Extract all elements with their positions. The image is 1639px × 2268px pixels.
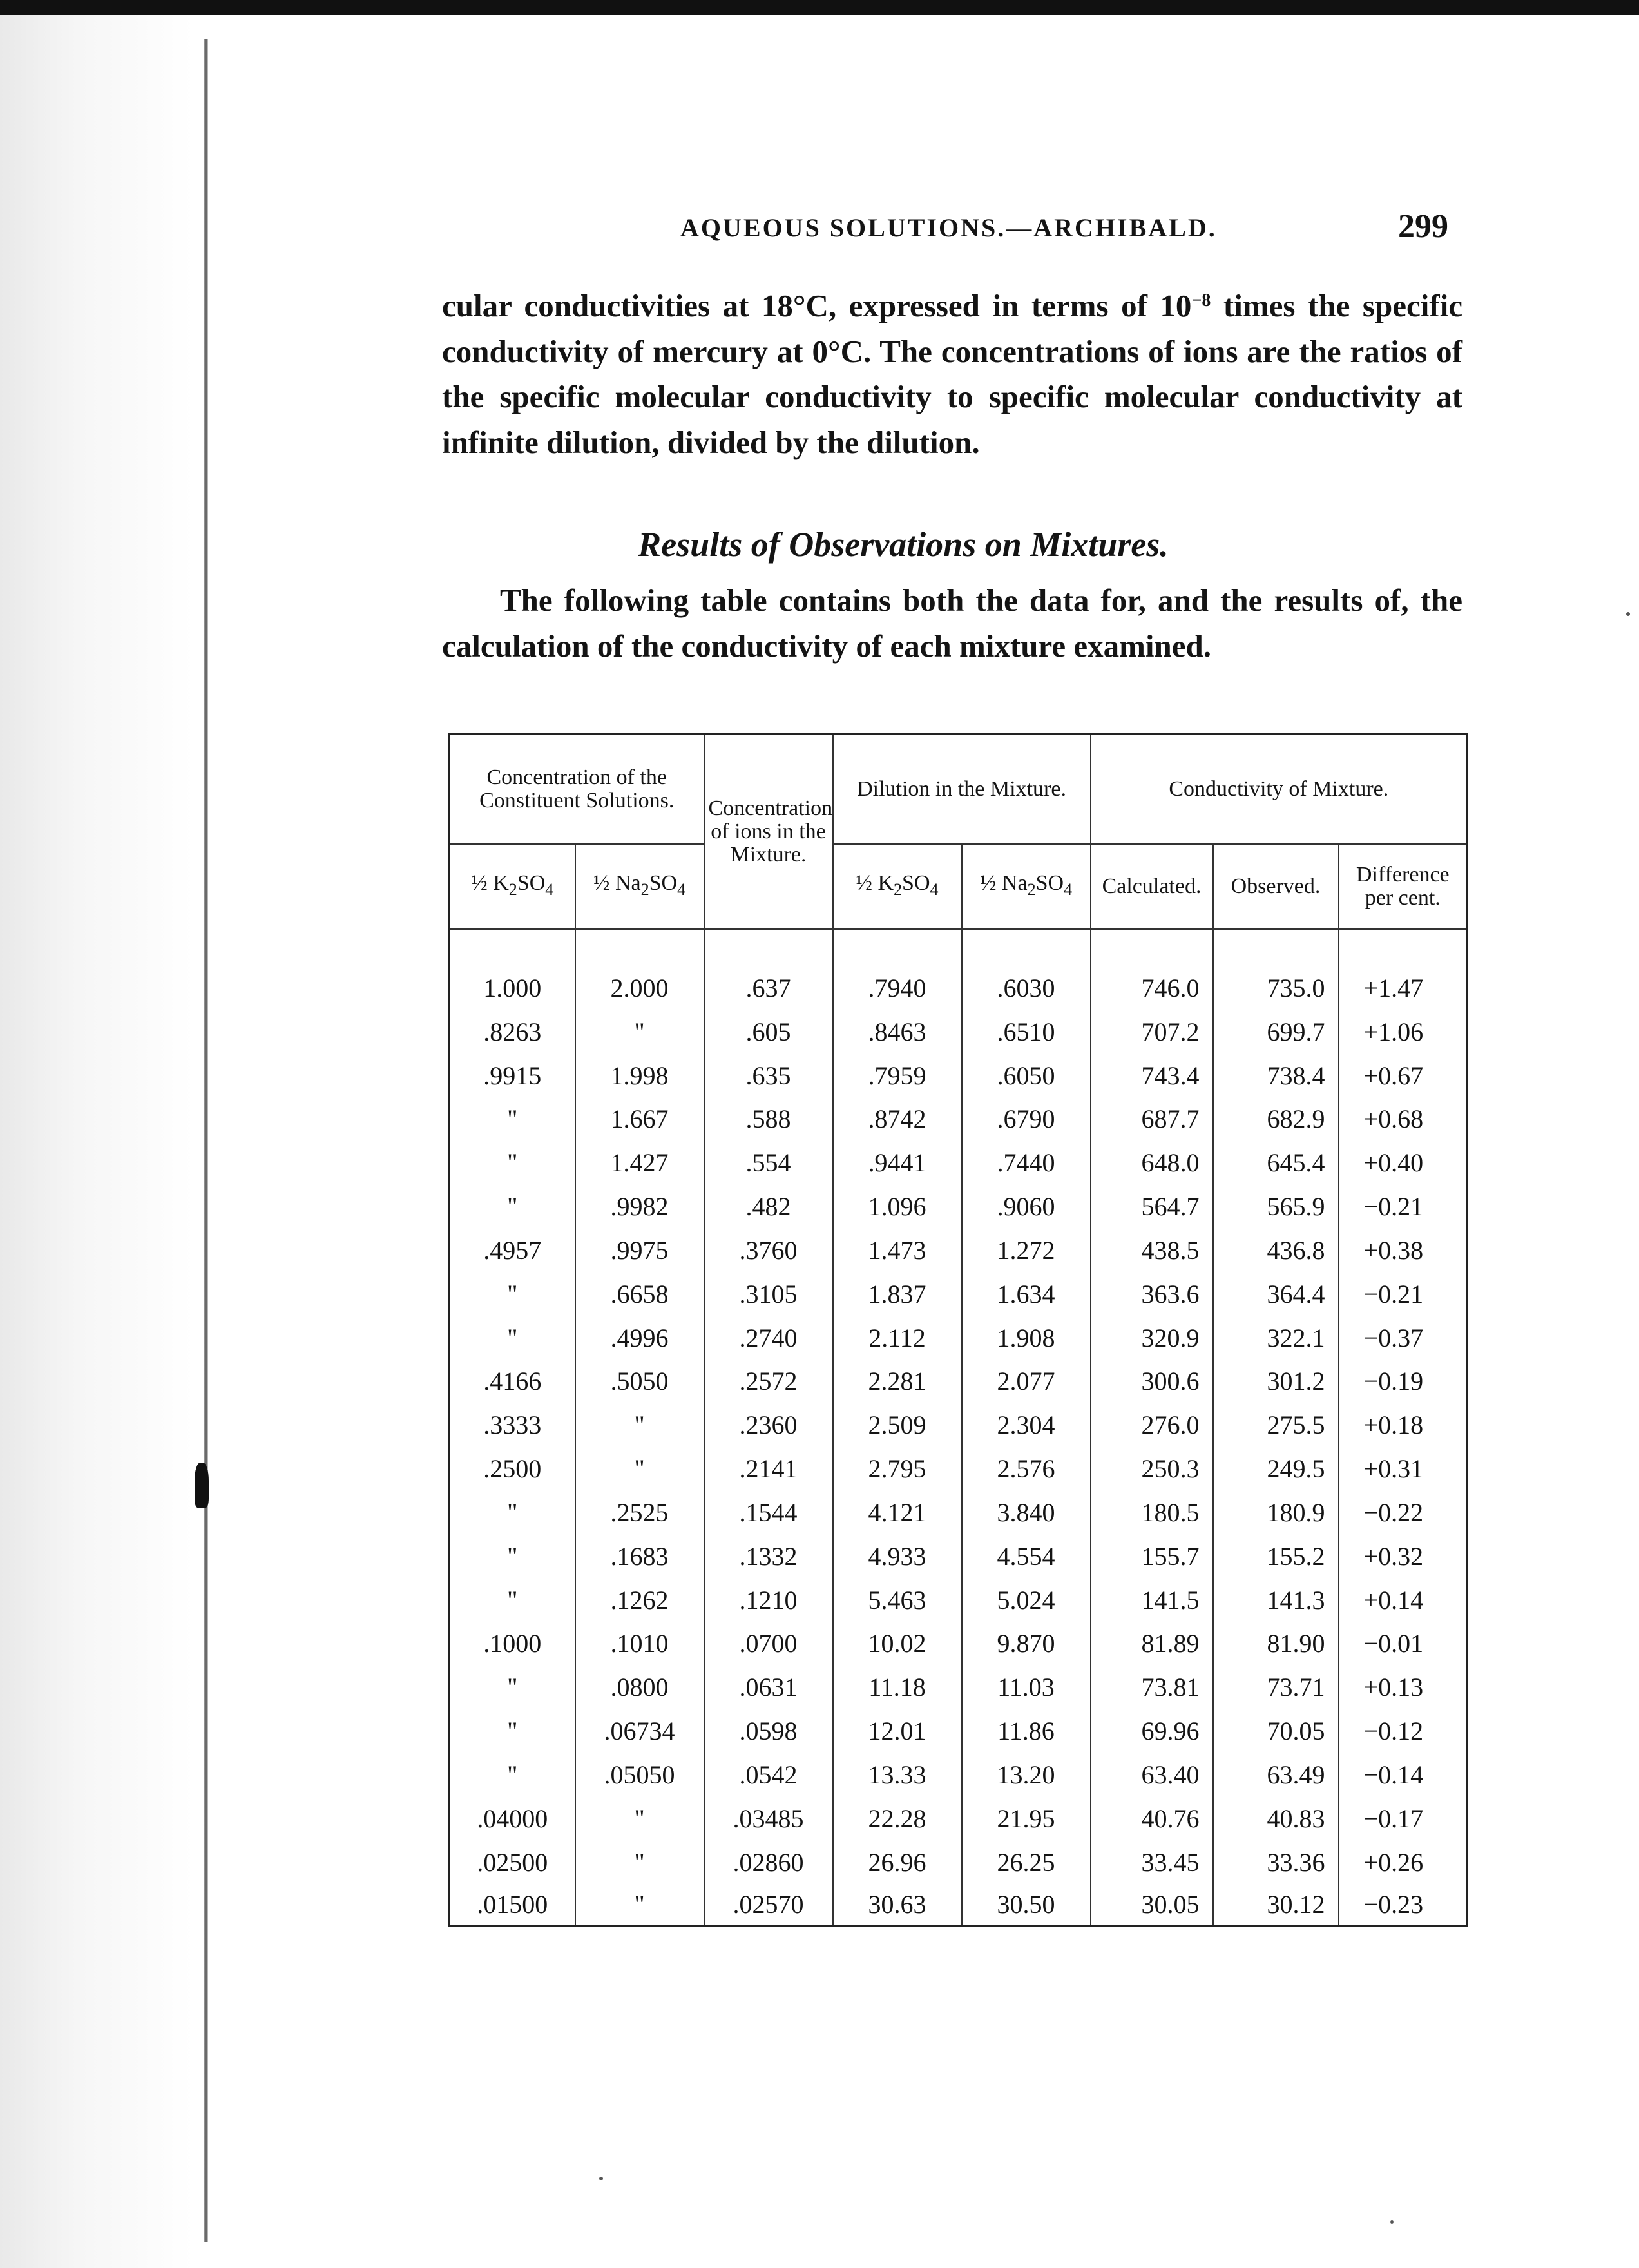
cell-k2so4-dil: 12.01 <box>833 1709 962 1753</box>
page-gutter <box>0 15 193 2268</box>
cell-ions-conc: .3760 <box>704 1228 833 1272</box>
cell-na2so4-dil: 1.272 <box>962 1228 1091 1272</box>
table-row <box>450 1753 1468 1797</box>
table-row <box>450 1796 1468 1840</box>
cell-k2so4-dil: 10.02 <box>833 1622 962 1666</box>
cell-na2so4-dil: 30.50 <box>962 1884 1091 1925</box>
cell-observed: 70.05 <box>1213 1709 1339 1753</box>
cell-k2so4-dil: 4.933 <box>833 1534 962 1578</box>
table-row <box>450 1141 1468 1185</box>
cell-observed: 63.49 <box>1213 1753 1339 1797</box>
cell-na2so4-conc: " <box>575 1447 704 1491</box>
table-row <box>450 1010 1468 1053</box>
cell-observed: 364.4 <box>1213 1272 1339 1316</box>
cell-na2so4-conc: " <box>575 1796 704 1840</box>
cell-k2so4-conc: 1.000 <box>450 966 575 1010</box>
cell-calculated: 320.9 <box>1091 1316 1213 1360</box>
cell-calculated: 40.76 <box>1091 1796 1213 1840</box>
cell-calculated: 69.96 <box>1091 1709 1213 1753</box>
header-dilution: Dilution in the Mixture. <box>833 735 1091 845</box>
cell-observed: 301.2 <box>1213 1360 1339 1403</box>
cell-difference: +0.68 <box>1363 1104 1424 1134</box>
table-spacer-row <box>450 929 1468 966</box>
cell-calculated: 250.3 <box>1091 1447 1213 1491</box>
cell-observed: 81.90 <box>1213 1622 1339 1666</box>
cell-calculated: 276.0 <box>1091 1403 1213 1447</box>
cell-observed: 699.7 <box>1213 1010 1339 1053</box>
cell-observed: 275.5 <box>1213 1403 1339 1447</box>
table-row <box>450 966 1468 1010</box>
cell-na2so4-dil: 2.077 <box>962 1360 1091 1403</box>
table-row <box>450 1534 1468 1578</box>
table-row <box>450 1447 1468 1491</box>
scan-speck <box>1390 2220 1394 2224</box>
cell-ions-conc: .2360 <box>704 1403 833 1447</box>
cell-difference: −0.37 <box>1363 1323 1424 1352</box>
cell-difference: −0.01 <box>1363 1629 1424 1658</box>
cell-k2so4-dil: 2.795 <box>833 1447 962 1491</box>
cell-k2so4-conc: .2500 <box>450 1447 575 1491</box>
cell-k2so4-dil: 30.63 <box>833 1884 962 1925</box>
cell-k2so4-dil: .8742 <box>833 1097 962 1141</box>
cell-k2so4-dil: 11.18 <box>833 1666 962 1709</box>
cell-difference: +0.26 <box>1363 1847 1424 1877</box>
cell-difference: −0.22 <box>1363 1497 1424 1527</box>
cell-ions-conc: .482 <box>704 1185 833 1229</box>
cell-na2so4-dil: 11.03 <box>962 1666 1091 1709</box>
body-paragraph-part1: cular conductivities at 18°C, expressed in terms of 10 <box>442 288 1192 323</box>
cell-k2so4-conc: " <box>450 1272 575 1316</box>
cell-na2so4-conc: .06734 <box>575 1709 704 1753</box>
cell-observed: 682.9 <box>1213 1097 1339 1141</box>
cell-calculated: 648.0 <box>1091 1141 1213 1185</box>
page-number: 299 <box>1398 208 1448 245</box>
cell-na2so4-dil: .6030 <box>962 966 1091 1010</box>
cell-difference: +1.06 <box>1363 1017 1424 1046</box>
cell-ions-conc: .0542 <box>704 1753 833 1797</box>
cell-k2so4-conc: " <box>450 1753 575 1797</box>
cell-observed: 735.0 <box>1213 966 1339 1010</box>
cell-difference: +0.40 <box>1363 1148 1424 1178</box>
cell-observed: 436.8 <box>1213 1228 1339 1272</box>
cell-difference: −0.17 <box>1363 1803 1424 1833</box>
cell-k2so4-dil: 22.28 <box>833 1796 962 1840</box>
cell-na2so4-conc: .1262 <box>575 1578 704 1622</box>
header-constituent-concentration: Concentration of the Constituent Solutions. <box>450 735 704 845</box>
header-k2so4-concentration: ½ $K_2SO_4$ <box>450 844 575 929</box>
cell-observed: 155.2 <box>1213 1534 1339 1578</box>
cell-ions-conc: .588 <box>704 1097 833 1141</box>
cell-k2so4-dil: .7959 <box>833 1053 962 1097</box>
header-difference: Difference per cent. <box>1339 844 1468 929</box>
cell-calculated: 300.6 <box>1091 1360 1213 1403</box>
cell-calculated: 564.7 <box>1091 1185 1213 1229</box>
cell-na2so4-dil: .6510 <box>962 1010 1091 1053</box>
cell-calculated: 743.4 <box>1091 1053 1213 1097</box>
cell-na2so4-dil: 2.576 <box>962 1447 1091 1491</box>
cell-observed: 738.4 <box>1213 1053 1339 1097</box>
cell-ions-conc: .2740 <box>704 1316 833 1360</box>
table-row <box>450 1403 1468 1447</box>
cell-na2so4-conc: .4996 <box>575 1316 704 1360</box>
cell-calculated: 81.89 <box>1091 1622 1213 1666</box>
cell-ions-conc: .1210 <box>704 1578 833 1622</box>
cell-calculated: 687.7 <box>1091 1097 1213 1141</box>
binding-mark <box>195 1463 209 1508</box>
cell-calculated: 363.6 <box>1091 1272 1213 1316</box>
cell-na2so4-dil: 4.554 <box>962 1534 1091 1578</box>
cell-observed: 180.9 <box>1213 1491 1339 1535</box>
cell-difference: +0.32 <box>1363 1541 1424 1571</box>
cell-calculated: 33.45 <box>1091 1840 1213 1884</box>
cell-na2so4-conc: " <box>575 1884 704 1925</box>
table-row <box>450 1316 1468 1360</box>
cell-na2so4-dil: 1.634 <box>962 1272 1091 1316</box>
cell-calculated: 438.5 <box>1091 1228 1213 1272</box>
cell-k2so4-conc: .01500 <box>450 1884 575 1925</box>
cell-k2so4-conc: .02500 <box>450 1840 575 1884</box>
cell-observed: 645.4 <box>1213 1141 1339 1185</box>
table-row <box>450 1666 1468 1709</box>
cell-difference: −0.12 <box>1363 1716 1424 1746</box>
cell-difference: −0.21 <box>1363 1279 1424 1309</box>
cell-k2so4-conc: .4166 <box>450 1360 575 1403</box>
cell-k2so4-conc: " <box>450 1534 575 1578</box>
cell-calculated: 63.40 <box>1091 1753 1213 1797</box>
cell-ions-conc: .637 <box>704 966 833 1010</box>
cell-na2so4-conc: 2.000 <box>575 966 704 1010</box>
cell-difference: +0.31 <box>1363 1454 1424 1484</box>
section-title: Results of Observations on Mixtures. <box>638 525 1169 564</box>
cell-difference: −0.14 <box>1363 1760 1424 1790</box>
cell-ions-conc: .02860 <box>704 1840 833 1884</box>
cell-calculated: 30.05 <box>1091 1884 1213 1925</box>
cell-observed: 73.71 <box>1213 1666 1339 1709</box>
cell-difference: +0.18 <box>1363 1410 1424 1440</box>
cell-ions-conc: .605 <box>704 1010 833 1053</box>
cell-k2so4-dil: .8463 <box>833 1010 962 1053</box>
cell-observed: 40.83 <box>1213 1796 1339 1840</box>
cell-na2so4-conc: .9982 <box>575 1185 704 1229</box>
cell-na2so4-dil: 1.908 <box>962 1316 1091 1360</box>
header-conductivity: Conductivity of Mixture. <box>1091 735 1468 845</box>
cell-difference: +1.47 <box>1363 973 1424 1003</box>
header-k2so4-dilution: ½ $K_2SO_4$ <box>833 844 962 929</box>
cell-ions-conc: .554 <box>704 1141 833 1185</box>
cell-k2so4-dil: 26.96 <box>833 1840 962 1884</box>
scan-speck <box>599 2177 603 2180</box>
table-body <box>450 929 1468 1926</box>
cell-na2so4-dil: .6790 <box>962 1097 1091 1141</box>
cell-difference: +0.38 <box>1363 1235 1424 1265</box>
header-na2so4-concentration: ½ $Na_2SO_4$ <box>575 844 704 929</box>
cell-k2so4-conc: .8263 <box>450 1010 575 1053</box>
cell-ions-conc: .0598 <box>704 1709 833 1753</box>
header-ions-concentration: Concentration of ions in the Mixture. <box>704 735 833 930</box>
cell-na2so4-dil: 3.840 <box>962 1491 1091 1535</box>
cell-k2so4-conc: .1000 <box>450 1622 575 1666</box>
cell-observed: 249.5 <box>1213 1447 1339 1491</box>
cell-k2so4-dil: .9441 <box>833 1141 962 1185</box>
cell-difference: +0.13 <box>1363 1673 1424 1702</box>
intro-paragraph: The following table contains both the data for, and the results of, the calculation of the conductivity of each mixture examined. <box>442 582 1462 664</box>
cell-k2so4-dil: .7940 <box>833 966 962 1010</box>
table-row <box>450 1097 1468 1141</box>
cell-difference: −0.19 <box>1363 1367 1424 1396</box>
table-row <box>450 1491 1468 1535</box>
cell-k2so4-dil: 1.837 <box>833 1272 962 1316</box>
cell-k2so4-conc: .9915 <box>450 1053 575 1097</box>
cell-ions-conc: .02570 <box>704 1884 833 1925</box>
cell-calculated: 746.0 <box>1091 966 1213 1010</box>
cell-k2so4-conc: .3333 <box>450 1403 575 1447</box>
table-row <box>450 1185 1468 1229</box>
cell-k2so4-conc: " <box>450 1185 575 1229</box>
cell-k2so4-dil: 1.096 <box>833 1185 962 1229</box>
cell-na2so4-dil: 9.870 <box>962 1622 1091 1666</box>
cell-na2so4-conc: .0800 <box>575 1666 704 1709</box>
table-row <box>450 1709 1468 1753</box>
cell-ions-conc: .2141 <box>704 1447 833 1491</box>
cell-na2so4-dil: 13.20 <box>962 1753 1091 1797</box>
cell-ions-conc: .1332 <box>704 1534 833 1578</box>
cell-na2so4-conc: .1683 <box>575 1534 704 1578</box>
cell-k2so4-dil: 2.281 <box>833 1360 962 1403</box>
cell-na2so4-dil: 5.024 <box>962 1578 1091 1622</box>
cell-k2so4-conc: " <box>450 1491 575 1535</box>
table-row <box>450 1272 1468 1316</box>
cell-k2so4-dil: 1.473 <box>833 1228 962 1272</box>
cell-difference: +0.14 <box>1363 1585 1424 1615</box>
cell-na2so4-dil: .9060 <box>962 1185 1091 1229</box>
cell-observed: 30.12 <box>1213 1884 1339 1925</box>
cell-k2so4-conc: " <box>450 1578 575 1622</box>
table-row <box>450 1228 1468 1272</box>
cell-k2so4-dil: 13.33 <box>833 1753 962 1797</box>
cell-na2so4-dil: 21.95 <box>962 1796 1091 1840</box>
cell-na2so4-conc: " <box>575 1840 704 1884</box>
cell-na2so4-dil: .7440 <box>962 1141 1091 1185</box>
cell-k2so4-dil: 4.121 <box>833 1491 962 1535</box>
table-row <box>450 1053 1468 1097</box>
table-row <box>450 1360 1468 1403</box>
cell-na2so4-conc: " <box>575 1403 704 1447</box>
cell-difference: −0.21 <box>1363 1192 1424 1222</box>
cell-na2so4-conc: 1.667 <box>575 1097 704 1141</box>
cell-observed: 322.1 <box>1213 1316 1339 1360</box>
cell-k2so4-conc: .4957 <box>450 1228 575 1272</box>
cell-k2so4-conc: .04000 <box>450 1796 575 1840</box>
cell-ions-conc: .3105 <box>704 1272 833 1316</box>
cell-na2so4-dil: .6050 <box>962 1053 1091 1097</box>
cell-difference: −0.23 <box>1363 1890 1424 1919</box>
cell-difference: +0.67 <box>1363 1061 1424 1090</box>
cell-k2so4-dil: 2.112 <box>833 1316 962 1360</box>
cell-na2so4-conc: .1010 <box>575 1622 704 1666</box>
cell-k2so4-conc: " <box>450 1709 575 1753</box>
header-calculated: Calculated. <box>1091 844 1213 929</box>
table-row <box>450 1578 1468 1622</box>
cell-ions-conc: .2572 <box>704 1360 833 1403</box>
cell-calculated: 141.5 <box>1091 1578 1213 1622</box>
cell-na2so4-conc: .2525 <box>575 1491 704 1535</box>
cell-na2so4-dil: 11.86 <box>962 1709 1091 1753</box>
cell-na2so4-dil: 26.25 <box>962 1840 1091 1884</box>
cell-na2so4-conc: " <box>575 1010 704 1053</box>
cell-calculated: 180.5 <box>1091 1491 1213 1535</box>
cell-observed: 33.36 <box>1213 1840 1339 1884</box>
cell-na2so4-dil: 2.304 <box>962 1403 1091 1447</box>
table-row <box>450 1840 1468 1884</box>
body-paragraph <box>442 284 1462 465</box>
cell-k2so4-conc: " <box>450 1097 575 1141</box>
running-head: AQUEOUS SOLUTIONS.—ARCHIBALD. <box>680 213 1217 242</box>
cell-k2so4-conc: " <box>450 1316 575 1360</box>
table-row <box>450 1884 1468 1925</box>
cell-na2so4-conc: .05050 <box>575 1753 704 1797</box>
cell-na2so4-conc: 1.427 <box>575 1141 704 1185</box>
cell-ions-conc: .635 <box>704 1053 833 1097</box>
cell-calculated: 155.7 <box>1091 1534 1213 1578</box>
scan-top-border <box>0 0 1639 15</box>
table-row <box>450 1622 1468 1666</box>
cell-na2so4-conc: 1.998 <box>575 1053 704 1097</box>
cell-ions-conc: .0700 <box>704 1622 833 1666</box>
cell-na2so4-conc: .9975 <box>575 1228 704 1272</box>
binding-edge <box>204 39 208 2242</box>
exponent: −8 <box>1191 291 1211 311</box>
header-observed: Observed. <box>1213 844 1339 929</box>
body-paragraph-part2: times the specific conductivity of mercury at 0°C. The concentrations of ions are the ratios of the specific molecular conductivity to specific molecular conductivity at infinite dilution, divided by the dilution. <box>442 288 1462 460</box>
cell-ions-conc: .0631 <box>704 1666 833 1709</box>
cell-k2so4-dil: 2.509 <box>833 1403 962 1447</box>
cell-na2so4-conc: .6658 <box>575 1272 704 1316</box>
cell-calculated: 73.81 <box>1091 1666 1213 1709</box>
cell-k2so4-dil: 5.463 <box>833 1578 962 1622</box>
cell-k2so4-conc: " <box>450 1141 575 1185</box>
cell-calculated: 707.2 <box>1091 1010 1213 1053</box>
cell-observed: 141.3 <box>1213 1578 1339 1622</box>
cell-ions-conc: .1544 <box>704 1491 833 1535</box>
cell-observed: 565.9 <box>1213 1185 1339 1229</box>
results-table <box>448 733 1468 1927</box>
cell-k2so4-conc: " <box>450 1666 575 1709</box>
cell-ions-conc: .03485 <box>704 1796 833 1840</box>
cell-na2so4-conc: .5050 <box>575 1360 704 1403</box>
header-na2so4-dilution: ½ $Na_2SO_4$ <box>962 844 1091 929</box>
scan-speck <box>1626 612 1630 616</box>
